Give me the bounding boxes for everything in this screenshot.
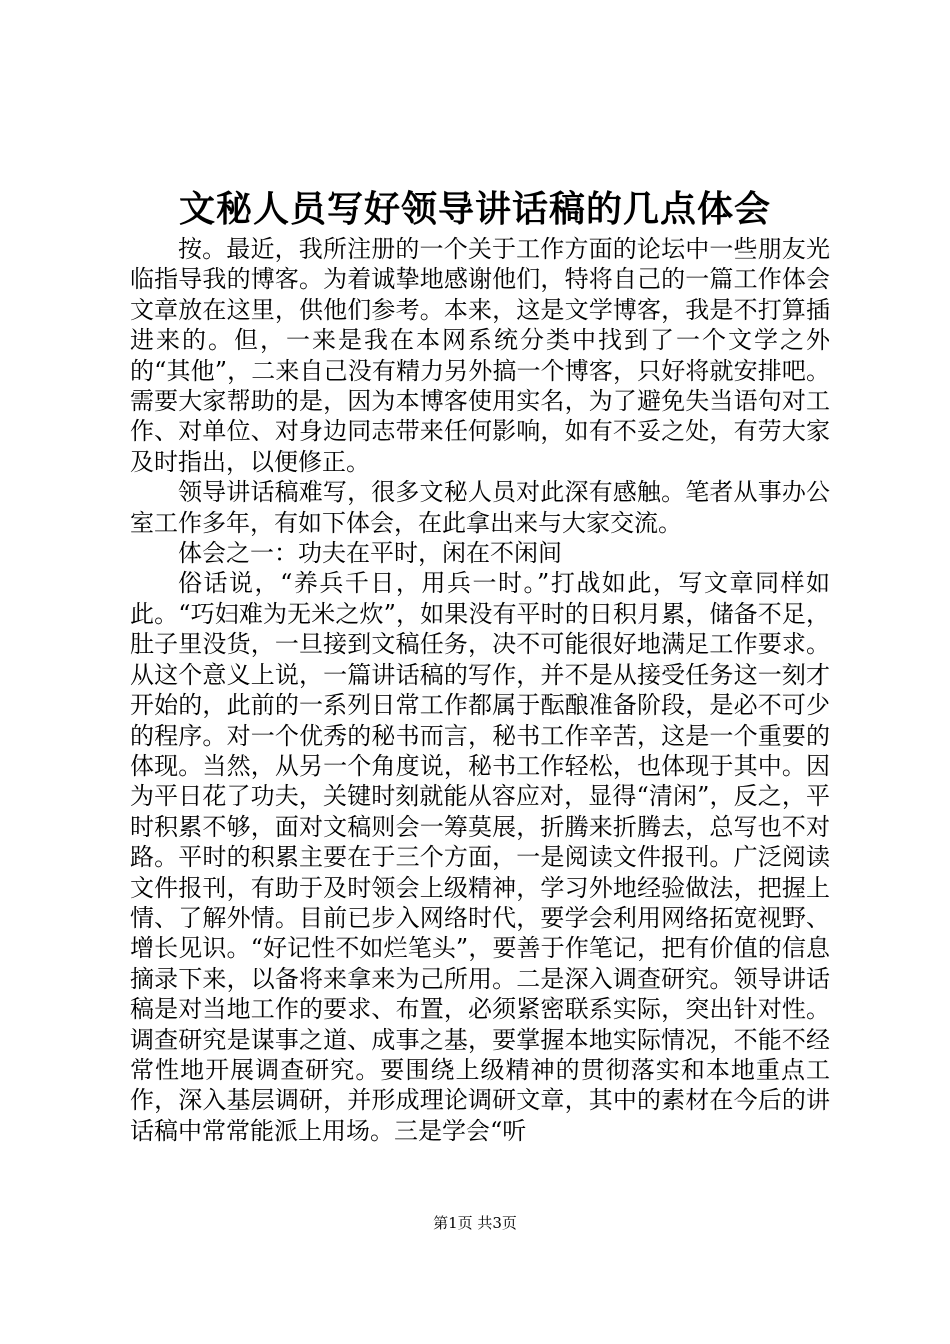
document-title: 文秘人员写好领导讲话稿的几点体会 <box>178 188 771 230</box>
paragraph-section-1: 俗话说，“养兵千日，用兵一时。”打战如此，写文章同样如此。“巧妇难为无米之炊”，如果没有平时的日积月累，储备不足，肚子里没货，一旦接到文稿任务，决不可能很好地满足工作要求。从这个意义上说，一篇讲话稿的写作，并不是从接受任务这一刻才开始的，此前的一系列日常工作都属于酝酿准备阶段，是必不可少的程序。对一个优秀的秘书而言，秘书工作辛苦，这是一个重要的体现。当然，从另一个角度说，秘书工作轻松，也体现于其中。因为平日花了功夫，关键时刻就能从容应对，显得“清闲”，反之，平时积累不够，面对文稿则会一筹莫展，折腾来折腾去，总写也不对路。平时的积累主要在于三个方面，一是阅读文件报刊。广泛阅读文件报刊，有助于及时领会上级精神，学习外地经验做法，把握上情、了解外情。目前已步入网络时代，要学会利用网络拓宽视野、增长见识。“好记性不如烂笔头”，要善于作笔记，把有价值的信息摘录下来，以备将来拿来为己所用。二是深入调查研究。领导讲话稿是对当地工作的要求、布置，必须紧密联系实际，突出针对性。调查研究是谋事之道、成事之基，要掌握本地实际情况，不能不经常性地开展调查研究。要围绕上级精神的贯彻落实和本地重点工作，深入基层调研，并形成理论调研文章，其中的素材在今后的讲话稿中常常能派上用场。三是学会“听 <box>130 569 830 1145</box>
section-heading-1: 体会之一：功夫在平时，闲在不闲间 <box>178 539 562 568</box>
paragraph-intro: 领导讲话稿难写，很多文秘人员对此深有感触。笔者从事办公室工作多年，有如下体会，在此拿出来与大家交流。 <box>130 478 830 537</box>
paragraph-preface: 按。最近，我所注册的一个关于工作方面的论坛中一些朋友光临指导我的博客。为着诚挚地感谢他们，特将自己的一篇工作体会文章放在这里，供他们参考。本来，这是文学博客，我是不打算插进来的。但，一来是我在本网系统分类中找到了一个文学之外的“其他”，二来自己没有精力另外搞一个博客，只好将就安排吧。需要大家帮助的是，因为本博客使用实名，为了避免失当语句对工作、对单位、对身边同志带来任何影响，如有不妥之处，有劳大家及时指出，以便修正。 <box>130 235 830 476</box>
page-number-footer: 第1页 共3页 <box>433 1214 517 1232</box>
document-body <box>130 234 830 1146</box>
